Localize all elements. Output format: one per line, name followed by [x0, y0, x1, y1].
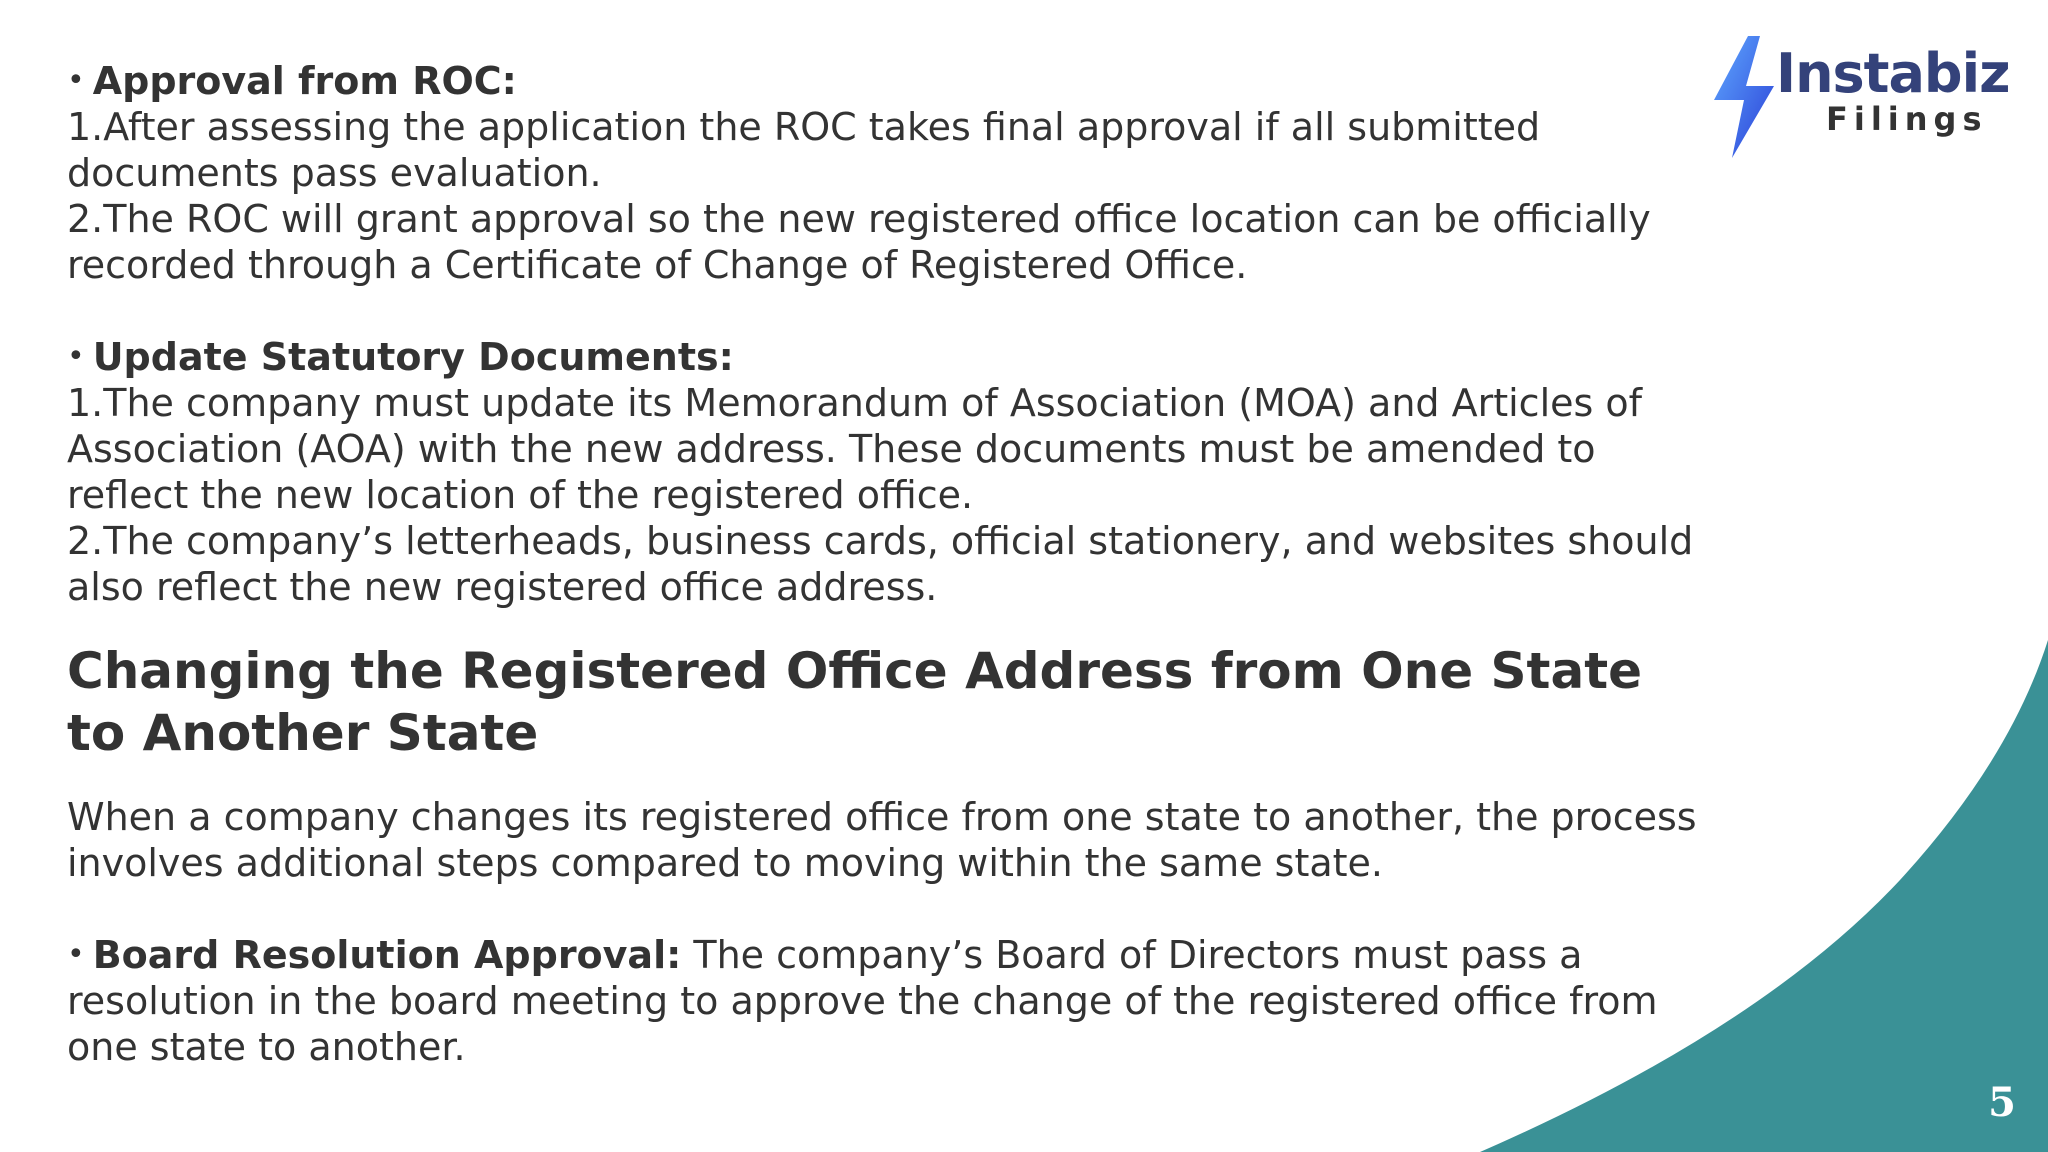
- state-change-intro: When a company changes its registered office from one state to another, the process involves additional steps compared to moving within the same state.: [67, 795, 1697, 885]
- board-resolution-text: The company’s Board of Directors must pass a resolution in the board meeting to approve the change of the registered office from one state to another.: [67, 933, 1658, 1069]
- page-number: 5: [1988, 1079, 2016, 1126]
- update-docs-line-1: 1.The company must update its Memorandum of Association (MOA) and Articles of Association (AOA) with the new address. These documents must be amended to reflect the new location of the registered office.: [67, 381, 1643, 517]
- instabiz-logo: [1710, 34, 2010, 164]
- bullet-icon: •: [67, 937, 85, 972]
- logo-brand-name: Instabiz: [1776, 42, 2010, 105]
- approval-line-2: 2.The ROC will grant approval so the new registered office location can be officially recorded through a Certificate of Change of Registered Office.: [67, 197, 1651, 287]
- update-docs-heading-line: [67, 334, 1707, 380]
- approval-line-1: 1.After assessing the application the ROC takes final approval if all submitted documents pass evaluation.: [67, 105, 1541, 195]
- bullet-icon: •: [67, 339, 85, 374]
- update-docs-line-2: 2.The company’s letterheads, business cards, official stationery, and websites should also reflect the new registered office address.: [67, 519, 1694, 609]
- section-title: Changing the Registered Office Address from One State to Another State: [67, 642, 1642, 762]
- logo-brand-sub: Filings: [1826, 100, 1988, 138]
- board-resolution-paragraph: [67, 932, 1707, 1070]
- update-docs-heading: Update Statutory Documents:: [92, 335, 734, 379]
- spacer: [67, 288, 1707, 334]
- spacer: [67, 764, 1707, 794]
- board-resolution-heading: Board Resolution Approval:: [92, 933, 682, 977]
- slide-content: [67, 58, 1707, 1070]
- bullet-icon: •: [67, 63, 85, 98]
- spacer: [67, 886, 1707, 932]
- spacer: [67, 610, 1707, 640]
- approval-heading: Approval from ROC:: [92, 59, 517, 103]
- lightning-bolt-icon: [1710, 34, 1780, 164]
- approval-heading-line: [67, 58, 1707, 104]
